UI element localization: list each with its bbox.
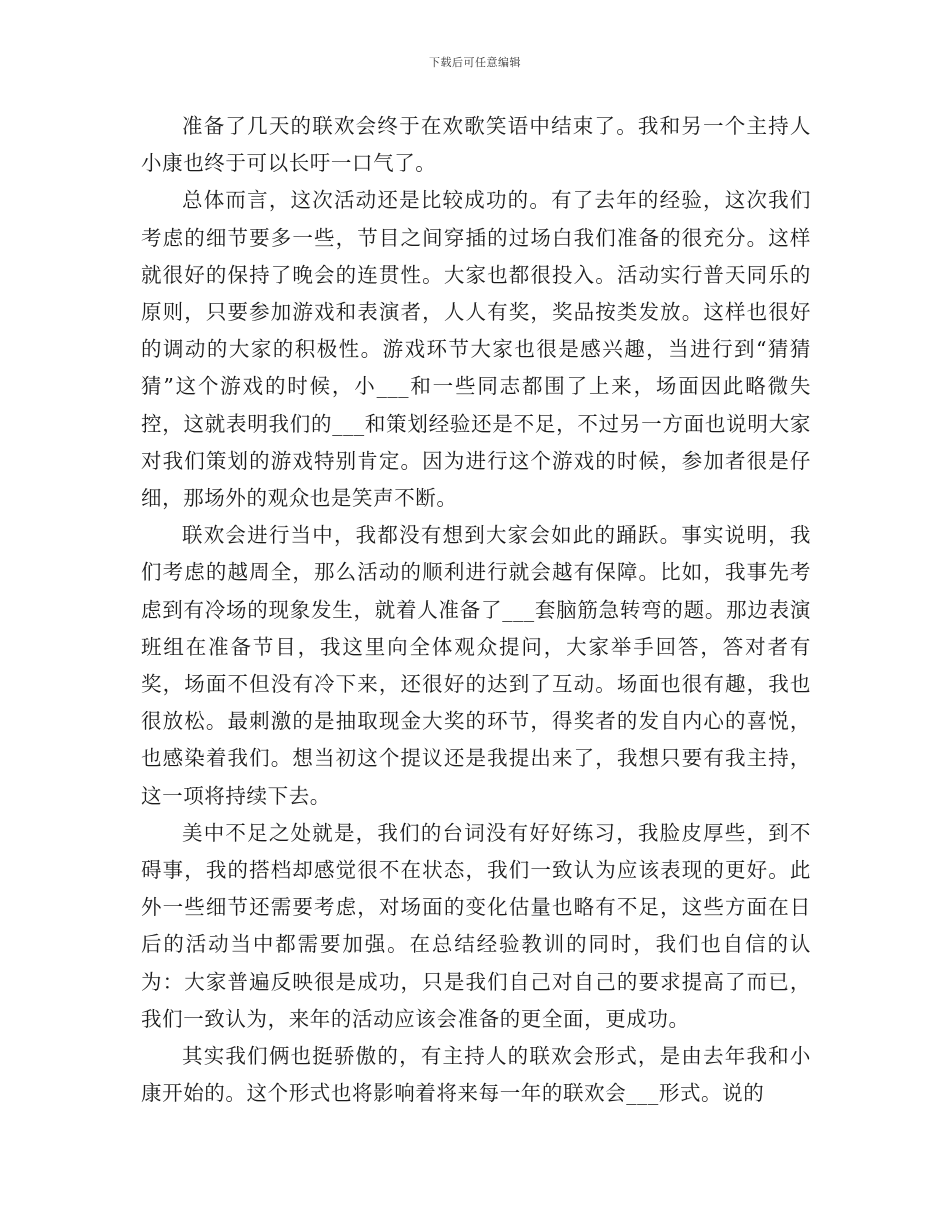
page-header: 下载后可任意编辑 [429, 56, 521, 69]
paragraph: 其实我们俩也挺骄傲的，有主持人的联欢会形式，是由去年我和小康开始的。这个形式也将影响着将来每一年的联欢会___形式。说的 [141, 1044, 811, 1106]
paragraph: 总体而言，这次活动还是比较成功的。有了去年的经验，这次我们考虑的细节要多一些，节目之间穿插的过场白我们准备的很充分。这样就很好的保持了晚会的连贯性。大家也都很投入。活动实行普天同乐的原则，只要参加游戏和表演者，人人有奖，奖品按类发放。这样也很好的调动的大家的积极性。游戏环节大家也很是感兴趣，当进行到“猜猜猜”这个游戏的时候，小___和一些同志都围了上来，场面因此略微失控，这就表明我们的___和策划经验还是不足，不过另一方面也说明大家对我们策划的游戏特别肯定。因为进行这个游戏的时候，参加者很是仔细，那场外的观众也是笑声不断。 [141, 188, 811, 511]
paragraph: 联欢会进行当中，我都没有想到大家会如此的踊跃。事实说明，我们考虑的越周全，那么活动的顺利进行就会越有保障。比如，我事先考虑到有冷场的现象发生，就着人准备了___套脑筋急转弯的题。那边表演班组在准备节目，我这里向全体观众提问，大家举手回答，答对者有奖，场面不但没有冷下来，还很好的达到了互动。场面也很有趣，我也很放松。最刺激的是抽取现金大奖的环节，得奖者的发自内心的喜悦，也感染着我们。想当初这个提议还是我提出来了，我想只要有我主持，这一项将持续下去。 [141, 523, 811, 808]
document-body [141, 108, 811, 1112]
paragraph: 美中不足之处就是，我们的台词没有好好练习，我脸皮厚些，到不碍事，我的搭档却感觉很不在状态，我们一致认为应该表现的更好。此外一些细节还需要考虑，对场面的变化估量也略有不足，这些方面在日后的活动当中都需要加强。在总结经验教训的同时，我们也自信的认为：大家普遍反映很是成功，只是我们自己对自己的要求提高了而已，我们一致认为，来年的活动应该会准备的更全面，更成功。 [141, 820, 811, 1031]
paragraph: 准备了几天的联欢会终于在欢歌笑语中结束了。我和另一个主持人小康也终于可以长吁一口气了。 [141, 114, 811, 176]
